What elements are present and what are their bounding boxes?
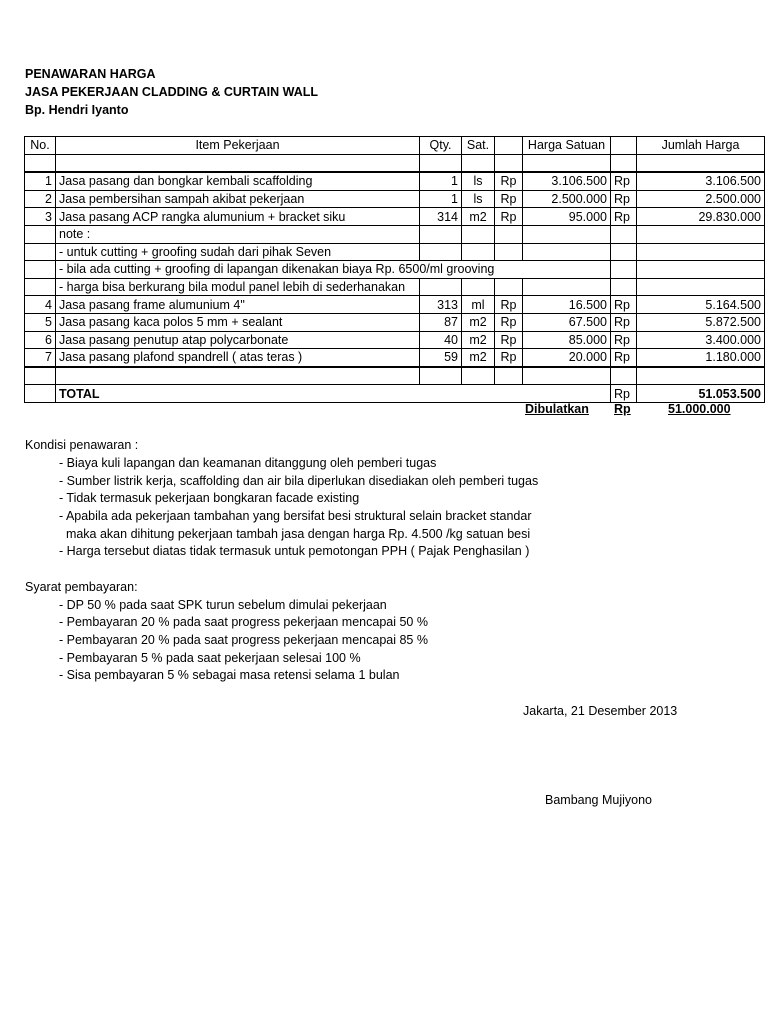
row-total: 2.500.000 xyxy=(637,190,765,208)
note-text: - harga bisa berkurang bila modul panel lebih di sederhanakan xyxy=(56,278,420,296)
row-no: 7 xyxy=(25,349,56,367)
row-currency: Rp xyxy=(495,349,523,367)
total-label: TOTAL xyxy=(56,385,611,403)
row-currency2: Rp xyxy=(611,331,637,349)
row-unit: ls xyxy=(462,190,495,208)
row-total: 3.106.500 xyxy=(637,172,765,190)
row-price: 85.000 xyxy=(523,331,611,349)
row-currency2: Rp xyxy=(611,172,637,190)
table-row xyxy=(25,349,765,367)
row-currency2: Rp xyxy=(611,296,637,314)
row-price: 67.500 xyxy=(523,313,611,331)
row-price: 16.500 xyxy=(523,296,611,314)
row-item: Jasa pembersihan sampah akibat pekerjaan xyxy=(56,190,420,208)
row-qty: 314 xyxy=(420,208,462,226)
spacer-row xyxy=(25,154,765,172)
row-price: 3.106.500 xyxy=(523,172,611,190)
note-text: - bila ada cutting + groofing di lapangan dikenakan biaya Rp. 6500/ml grooving xyxy=(56,261,611,279)
note-row xyxy=(25,278,765,296)
note-text: - untuk cutting + groofing sudah dari pihak Seven xyxy=(56,243,420,261)
row-unit: ml xyxy=(462,296,495,314)
payment-item: - Sisa pembayaran 5 % sebagai masa retensi selama 1 bulan xyxy=(59,668,400,682)
row-currency2: Rp xyxy=(611,313,637,331)
signer-name: Bambang Mujiyono xyxy=(545,793,653,807)
condition-item: - Sumber listrik kerja, scaffolding dan air bila diperlukan disediakan oleh pemberi tugas xyxy=(59,474,539,488)
row-no: 5 xyxy=(25,313,56,331)
price-table xyxy=(24,136,765,403)
note-label: note : xyxy=(56,225,420,243)
total-currency: Rp xyxy=(611,385,637,403)
col-price-header: Harga Satuan xyxy=(523,137,611,155)
row-total: 29.830.000 xyxy=(637,208,765,226)
note-row xyxy=(25,243,765,261)
row-price: 20.000 xyxy=(523,349,611,367)
row-total: 1.180.000 xyxy=(637,349,765,367)
row-currency: Rp xyxy=(495,190,523,208)
condition-item: - Apabila ada pekerjaan tambahan yang bersifat besi struktural selain bracket standar xyxy=(59,509,532,523)
spacer-row xyxy=(25,367,765,385)
row-item: Jasa pasang plafond spandrell ( atas teras ) xyxy=(56,349,420,367)
row-currency: Rp xyxy=(495,313,523,331)
payment-title: Syarat pembayaran: xyxy=(25,580,138,594)
total-row xyxy=(25,385,765,403)
note-row xyxy=(25,225,765,243)
table-header-row xyxy=(25,137,765,155)
col-total-header: Jumlah Harga xyxy=(637,137,765,155)
payment-item: - DP 50 % pada saat SPK turun sebelum dimulai pekerjaan xyxy=(59,598,387,612)
payment-item: - Pembayaran 20 % pada saat progress pekerjaan mencapai 50 % xyxy=(59,615,428,629)
row-total: 5.164.500 xyxy=(637,296,765,314)
col-unit-header: Sat. xyxy=(462,137,495,155)
row-qty: 313 xyxy=(420,296,462,314)
row-currency: Rp xyxy=(495,296,523,314)
conditions-title: Kondisi penawaran : xyxy=(25,438,139,452)
row-currency2: Rp xyxy=(611,208,637,226)
note-row xyxy=(25,261,765,279)
condition-item: - Tidak termasuk pekerjaan bongkaran facade existing xyxy=(59,491,360,505)
row-price: 2.500.000 xyxy=(523,190,611,208)
row-qty: 1 xyxy=(420,190,462,208)
table-row xyxy=(25,172,765,190)
place-date: Jakarta, 21 Desember 2013 xyxy=(523,704,678,718)
col-qty-header: Qty. xyxy=(420,137,462,155)
col-item-header: Item Pekerjaan xyxy=(56,137,420,155)
row-item: Jasa pasang kaca polos 5 mm + sealant xyxy=(56,313,420,331)
rounded-currency: Rp xyxy=(614,402,631,416)
row-no: 2 xyxy=(25,190,56,208)
col-no-header: No. xyxy=(25,137,56,155)
row-currency: Rp xyxy=(495,172,523,190)
row-unit: m2 xyxy=(462,349,495,367)
row-item: Jasa pasang penutup atap polycarbonate xyxy=(56,331,420,349)
document-title: PENAWARAN HARGA xyxy=(25,67,156,81)
row-no: 4 xyxy=(25,296,56,314)
row-unit: m2 xyxy=(462,313,495,331)
row-item: Jasa pasang dan bongkar kembali scaffolding xyxy=(56,172,420,190)
row-currency2: Rp xyxy=(611,349,637,367)
table-row xyxy=(25,313,765,331)
row-item: Jasa pasang frame alumunium 4" xyxy=(56,296,420,314)
row-price: 95.000 xyxy=(523,208,611,226)
condition-item: - Harga tersebut diatas tidak termasuk untuk pemotongan PPH ( Pajak Penghasilan ) xyxy=(59,544,530,558)
row-no: 6 xyxy=(25,331,56,349)
row-total: 5.872.500 xyxy=(637,313,765,331)
row-unit: m2 xyxy=(462,208,495,226)
row-total: 3.400.000 xyxy=(637,331,765,349)
row-unit: ls xyxy=(462,172,495,190)
rounded-value: 51.000.000 xyxy=(668,402,731,416)
table-row xyxy=(25,208,765,226)
row-no: 3 xyxy=(25,208,56,226)
row-qty: 1 xyxy=(420,172,462,190)
row-currency2: Rp xyxy=(611,190,637,208)
rounded-label: Dibulatkan xyxy=(525,402,589,416)
table-row xyxy=(25,296,765,314)
total-value: 51.053.500 xyxy=(637,385,765,403)
row-currency: Rp xyxy=(495,331,523,349)
condition-item: maka akan dihitung pekerjaan tambah jasa dengan harga Rp. 4.500 /kg satuan besi xyxy=(59,527,531,541)
recipient: Bp. Hendri Iyanto xyxy=(25,103,129,117)
table-row xyxy=(25,331,765,349)
row-qty: 59 xyxy=(420,349,462,367)
col-cur-header xyxy=(495,137,523,155)
payment-item: - Pembayaran 20 % pada saat progress pekerjaan mencapai 85 % xyxy=(59,633,428,647)
row-currency: Rp xyxy=(495,208,523,226)
row-unit: m2 xyxy=(462,331,495,349)
row-item: Jasa pasang ACP rangka alumunium + bracket siku xyxy=(56,208,420,226)
condition-item: - Biaya kuli lapangan dan keamanan ditanggung oleh pemberi tugas xyxy=(59,456,437,470)
row-qty: 87 xyxy=(420,313,462,331)
document-subtitle: JASA PEKERJAAN CLADDING & CURTAIN WALL xyxy=(25,85,319,99)
row-qty: 40 xyxy=(420,331,462,349)
table-row xyxy=(25,190,765,208)
payment-item: - Pembayaran 5 % pada saat pekerjaan selesai 100 % xyxy=(59,651,361,665)
col-cur2-header xyxy=(611,137,637,155)
row-no: 1 xyxy=(25,172,56,190)
